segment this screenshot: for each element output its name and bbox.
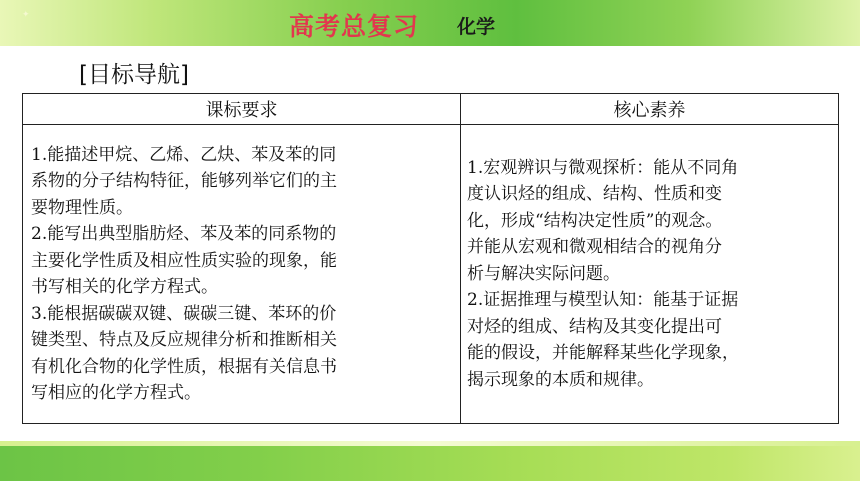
- literacy-line: 并能从宏观和微观相结合的视角分: [467, 237, 722, 258]
- bottom-stripe: [0, 441, 860, 446]
- curriculum-line: 1.能描述甲烷、乙烯、乙炔、苯及苯的同: [31, 144, 337, 165]
- curriculum-line: 2.能写出典型脂肪烃、苯及苯的同系物的: [31, 224, 337, 244]
- curriculum-cell: [23, 125, 461, 424]
- curriculum-line: 要物理性质。: [31, 197, 133, 218]
- header-core-literacy: 核心素养: [461, 94, 839, 125]
- banner-title: 高考总复习: [289, 12, 420, 41]
- curriculum-line: 书写相关的化学方程式。: [31, 277, 218, 297]
- table-row: [23, 125, 839, 424]
- literacy-line: 析与解决实际问题。: [467, 263, 620, 284]
- section-heading: [目标导航]: [79, 62, 189, 88]
- literacy-line: 1.宏观辨识与微观探析：能从不同角: [467, 157, 739, 178]
- top-banner: [0, 0, 860, 46]
- goal-table: [22, 93, 839, 424]
- table-header-row: [23, 94, 839, 125]
- literacy-line: 化，形成“结构决定性质”的观念。: [467, 210, 723, 231]
- literacy-line: 对烃的组成、结构及其变化提出可: [467, 316, 722, 337]
- header-curriculum: 课标要求: [23, 94, 461, 125]
- literacy-line: 能的假设，并能解释某些化学现象，: [467, 343, 739, 364]
- curriculum-line: 主要化学性质及相应性质实验的现象，能: [31, 250, 337, 271]
- core-literacy-cell: [461, 125, 839, 424]
- literacy-line: 揭示现象的本质和规律。: [467, 369, 654, 390]
- bottom-banner: [0, 441, 860, 481]
- curriculum-line: 有机化合物的化学性质，根据有关信息书: [31, 356, 337, 377]
- literacy-line: 2.证据推理与模型认知：能基于证据: [467, 290, 739, 311]
- literacy-line: 度认识烃的组成、结构、性质和变: [467, 184, 722, 205]
- sparkle-icon: ✦: [22, 10, 30, 20]
- banner-subject: 化学: [457, 16, 496, 38]
- curriculum-line: 写相应的化学方程式。: [31, 383, 201, 403]
- curriculum-line: 键类型、特点及反应规律分析和推断相关: [31, 330, 337, 350]
- curriculum-line: 系物的分子结构特征，能够列举它们的主: [31, 171, 337, 191]
- curriculum-line: 3.能根据碳碳双键、碳碳三键、苯环的价: [31, 303, 337, 324]
